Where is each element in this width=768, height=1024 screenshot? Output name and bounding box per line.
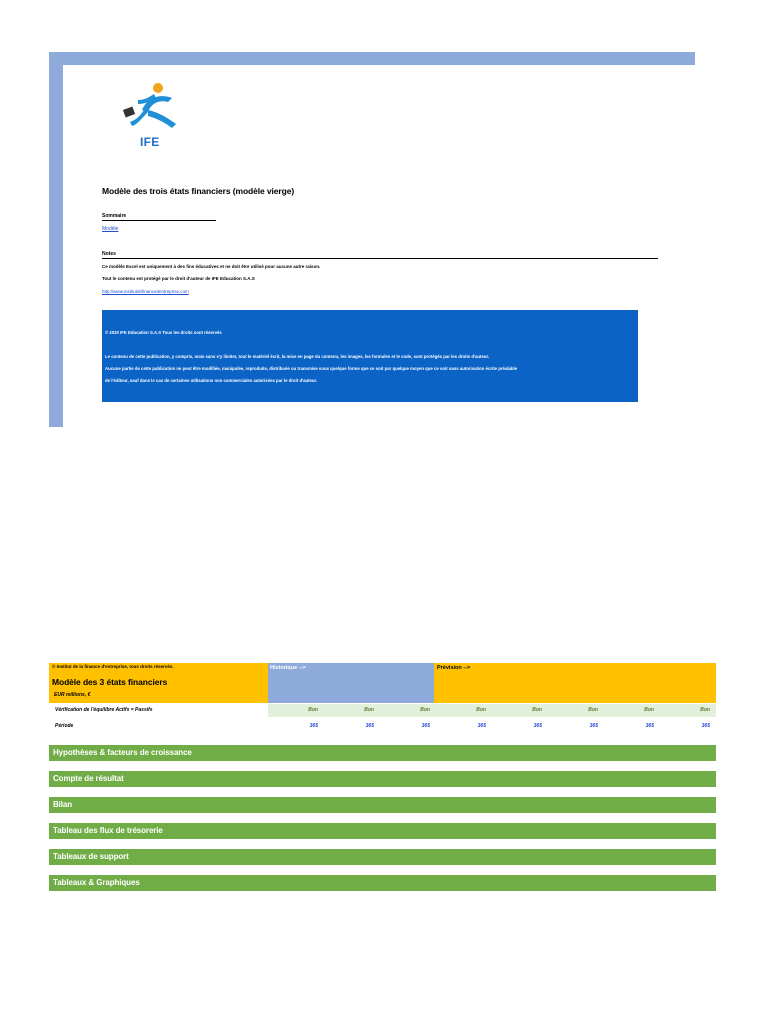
cover-top-border [49,52,695,65]
check-value: Bon [532,707,542,713]
note-line: Tout le contenu est protégé par le droit d'auteur de IFE Education S.A.S [102,276,255,281]
balance-check-label: Vérification de l'équilibre Actifs = Passifs [55,707,153,713]
check-cell [548,704,604,717]
check-cell [324,704,380,717]
check-cell [268,704,324,717]
period-cell [380,720,436,733]
check-value: Bon [476,707,486,713]
check-value: Bon [588,707,598,713]
period-value: 365 [645,723,654,729]
period-cell [324,720,380,733]
period-cell [604,720,660,733]
copyright-line: Aucune partie de cette publication ne peut être modifiée, manipulée, reproduite, distribuée ou transmise sous quelque forme que ce soit par quelque moyen que ce soit sans autorisation écrite préalable [105,366,518,371]
period-value: 365 [533,723,542,729]
section-label: Tableaux de support [53,852,129,861]
copyright-line: Le contenu de cette publication, y compris, mais sans s'y limiter, tout le matériel écrit, la mise en page du contenu, les images, les formules et le code, sont protégés par les droits d'auteur. [105,354,490,359]
section-compte-de-resultat[interactable] [49,771,716,787]
prevision-label: Prévision --> [437,665,471,671]
check-value: Bon [420,707,430,713]
logo-text: IFE [140,135,160,149]
check-cell [604,704,660,717]
period-cell [660,720,716,733]
check-value: Bon [644,707,654,713]
section-label: Bilan [53,800,73,809]
cover-left-border [49,52,63,427]
section-label: Tableau des flux de trésorerie [53,826,163,835]
notes-heading: Notes [102,251,658,259]
section-tableaux-graphiques[interactable] [49,875,716,891]
check-cell [660,704,716,717]
website-link[interactable]: http://www.institutdefinancedentreprise.com [102,289,189,294]
period-cell [548,720,604,733]
sommaire-heading: Sommaire [102,213,216,221]
period-value: 365 [365,723,374,729]
check-cell [380,704,436,717]
section-bilan[interactable] [49,797,716,813]
copyright-heading: © 2020 IFE Education S.A.S Tous les droits sont réservés [105,330,222,335]
sheet-title: Modèle des 3 états financiers [52,677,168,687]
period-value: 365 [589,723,598,729]
period-cell [268,720,324,733]
check-value: Bon [308,707,318,713]
check-value: Bon [700,707,710,713]
period-cell [492,720,548,733]
section-flux-tresorerie[interactable] [49,823,716,839]
modele-link[interactable]: Modèle [102,226,119,232]
cover-title: Modèle des trois états financiers (modèle vierge) [102,186,295,196]
period-cell [436,720,492,733]
sheet-copyright: © Institut de la finance d'entreprise, tous droits réservés. [52,664,174,669]
section-label: Hypothèses & facteurs de croissance [53,748,192,757]
note-line: Ce modèle Excel est uniquement à des fins éducatives et ne doit être utilisé pour aucune autre raison. [102,264,321,269]
section-label: Compte de résultat [53,774,124,783]
runner-icon [118,82,188,142]
section-tableaux-support[interactable] [49,849,716,865]
check-cell [436,704,492,717]
copyright-box [102,310,638,402]
copyright-line: de l'éditeur, sauf dans le cas de certaines utilisations non commerciales autorisées par le droit d'auteur. [105,378,318,383]
section-label: Tableaux & Graphiques [53,878,140,887]
period-value: 365 [421,723,430,729]
check-cell [492,704,548,717]
section-hypotheses[interactable] [49,745,716,761]
historique-label: Historique --> [270,665,306,671]
period-label: Période [55,723,74,729]
period-value: 365 [701,723,710,729]
sheet-unit: EUR millions, € [54,692,91,698]
check-value: Bon [364,707,374,713]
period-value: 365 [309,723,318,729]
period-value: 365 [477,723,486,729]
